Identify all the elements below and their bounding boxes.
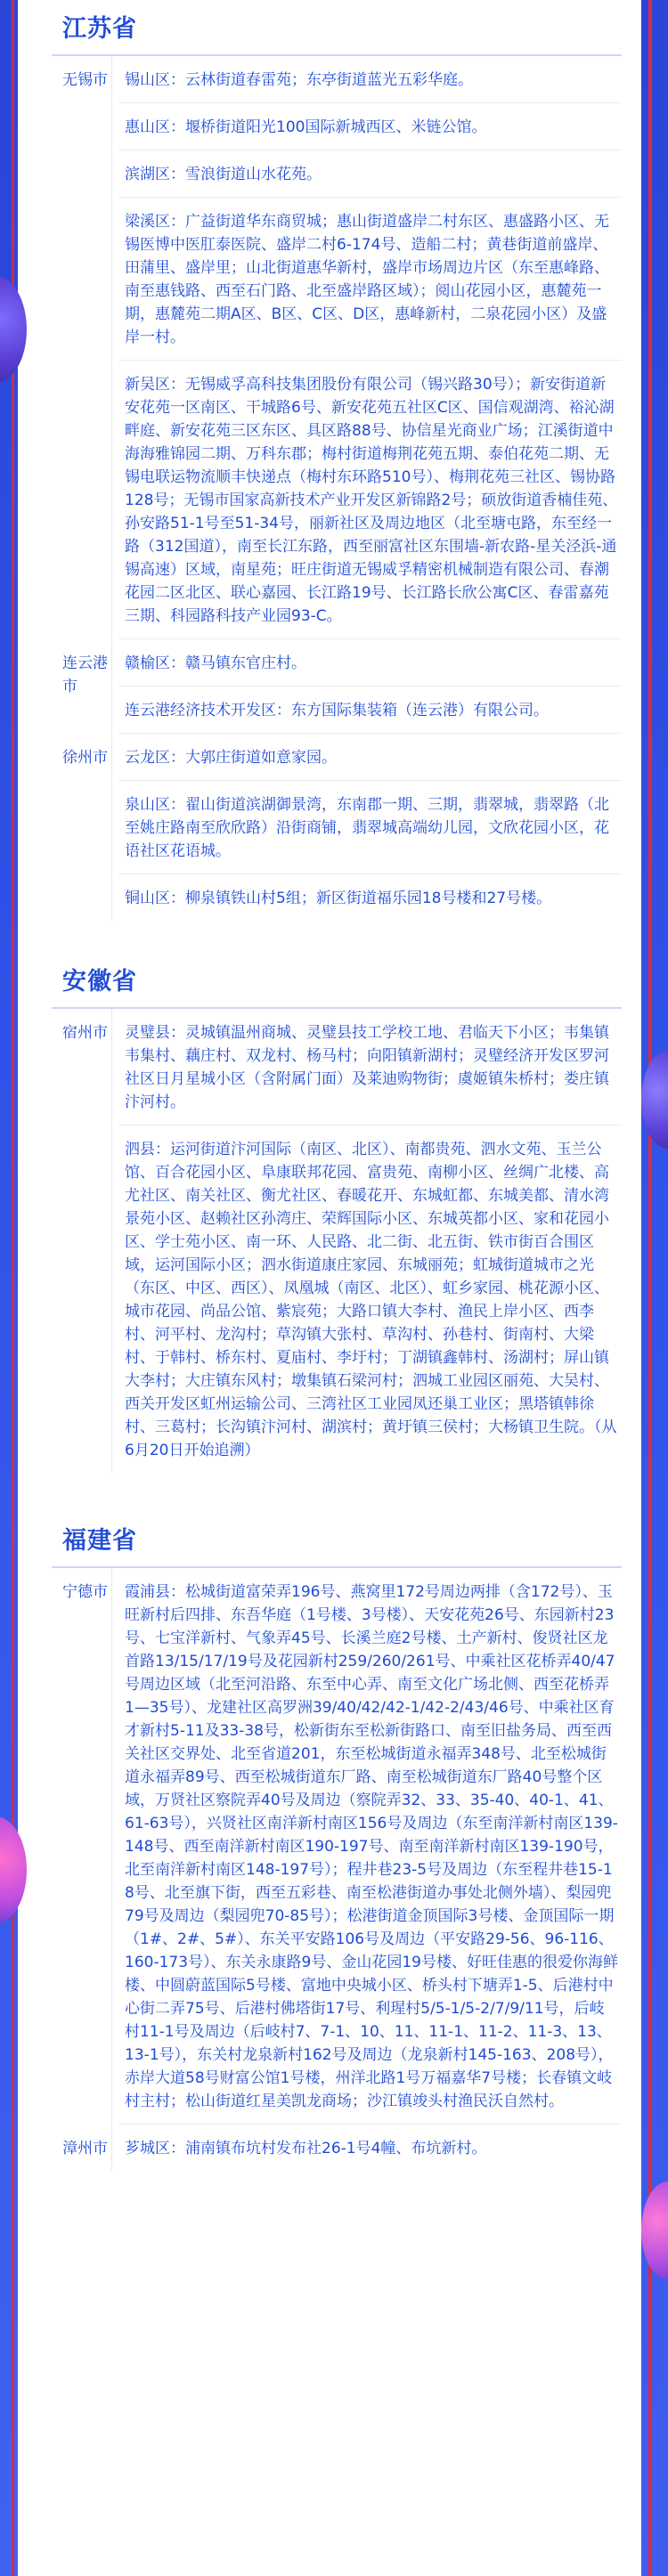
city-name: 连云港市 xyxy=(52,639,112,734)
district-item: 梁溪区：广益街道华东商贸城；惠山街道盛岸二村东区、惠盛路小区、无锡医博中医肛泰医院、盛岸二村6-174号、造船二村；黄巷街道前盛岸、田蒲里、盛岸里；山北街道惠华新村，盛岸市场周边片区（东至惠峰路、南至惠钱路、西至石门路、北至盛岸路区域）；阅山花园小区，惠麓苑一期，惠麓苑二期A区、B区、C区、D区，惠峰新村，二泉花园小区）及盛岸一村。 xyxy=(119,198,622,361)
city-row-ningde xyxy=(52,1568,622,2125)
city-name: 漳州市 xyxy=(52,2125,112,2171)
left-frame-bar xyxy=(0,0,18,2576)
district-item: 泉山区：翟山街道滨湖御景湾，东南郡一期、三期，翡翠城，翡翠路（北至姚庄路南至欣欣路）沿街商铺，翡翠城高端幼儿园，文欣花园小区，花语社区花语城。 xyxy=(119,781,622,874)
district-item: 新吴区：无锡威孚高科技集团股份有限公司（锡兴路30号）；新安街道新安花苑一区南区、干城路6号、新安花苑五社区C区、国信观湖湾、裕沁湖畔庭、新安花苑三区东区、具区路88号、协信星光商业广场；江溪街道中海海雅锦园二期、万科东郡；梅村街道梅荆花苑五期、泰伯花苑二期、无锡电联运物流顺丰快递点（梅村东环路510号）、梅荆花苑三社区、锡协路128号；无锡市国家高新技术产业开发区新锦路2号；硕放街道香楠佳苑、孙安路51-1号至51-34号，丽新社区及周边地区（北至塘屯路，东至经一路（312国道），南至长江东路，西至丽富社区东围墙-新农路-星关泾浜-通锡高速）区域，南星苑；旺庄街道无锡威孚精密机械制造有限公司、春潮花园二区北区、联心嘉园、长江路19号、长江路长欣公寓C区、春雷嘉苑三期、科园路科技产业园93-C。 xyxy=(119,361,622,639)
risk-area-list xyxy=(52,0,622,2171)
city-name: 宿州市 xyxy=(52,1009,112,1473)
decorative-bubble xyxy=(0,276,27,383)
city-row-xuzhou xyxy=(52,734,622,921)
district-list xyxy=(112,56,622,639)
city-name: 徐州市 xyxy=(52,734,112,921)
province-title: 安徽省 xyxy=(52,956,622,1009)
district-item: 泗县：运河街道汴河国际（南区、北区）、南都贵苑、泗水文苑、玉兰公馆、百合花园小区、阜康联邦花园、富贵苑、南柳小区、丝绸广北楼、高尤社区、南关社区、衡尤社区、春暖花开、东城虹都、东城美都、清水湾景苑小区、赵赖社区孙湾庄、荣辉国际小区、东城英都小区、家和花园小区、学士苑小区、南一环、人民路、北二街、北五街、铁市街百合围区域，运河国际小区；泗水街道康庄家园、东城丽苑；虹城街道城市之光（东区、中区、西区）、凤凰城（南区、北区）、虹乡家园、桃花源小区、城市花园、尚品公馆、紫宸苑；大路口镇大李村、渔民上岸小区、西李村、河平村、龙沟村；草沟镇大张村、草沟村、孙巷村、街南村、大梁村、于韩村、桥东村、夏庙村、李圩村；丁湖镇鑫韩村、汤湖村；屏山镇大李村；大庄镇东风村；墩集镇石梁河村；泗城工业园区丽苑、大吴村、西关开发区虹州运输公司、三湾社区工业园凤还巢工业区；黑塔镇韩徐村、三葛村；长沟镇汴河村、湖滨村；黄圩镇三侯村；大杨镇卫生院。（从6月20日开始追溯） xyxy=(125,1141,617,1459)
district-item: 连云港经济技术开发区：东方国际集装箱（连云港）有限公司。 xyxy=(119,687,622,734)
city-row-zhangzhou xyxy=(52,2125,622,2171)
district-item: 芗城区：浦南镇布坑村发布社26-1号4幢、布坑新村。 xyxy=(125,2140,487,2158)
district-list xyxy=(112,2125,622,2171)
province-title: 福建省 xyxy=(52,1516,622,1568)
district-item: 滨湖区：雪浪街道山水花苑。 xyxy=(119,150,622,198)
province-section-anhui xyxy=(52,921,622,1473)
district-list xyxy=(112,734,622,921)
district-list xyxy=(112,639,622,734)
province-section-jiangsu xyxy=(52,0,622,921)
left-red-line xyxy=(12,0,14,2576)
district-item: 赣榆区：赣马镇东官庄村。 xyxy=(119,639,622,687)
district-item: 锡山区：云林街道春雷苑；东亭街道蓝光五彩华庭。 xyxy=(119,56,622,103)
district-list xyxy=(112,1568,622,2125)
district-item: 惠山区：堰桥街道阳光100国际新城西区、米链公馆。 xyxy=(119,103,622,150)
district-item: 霞浦县：松城街道富荣弄196号、燕窝里172号周边两排（含172号）、玉旺新村后四排、东吾华庭（1号楼、3号楼）、天安花苑26号、东园新村23号、七宝洋新村、气象弄45号、长溪兰庭2号楼、土产新村、俊贤社区龙首路13/15/17/19号及花园新村259/260/261号、中乘社区花桥弄40/47号周边区域（北至河沿路、东至中心弄、南至文化广场北侧、西至花桥弄1—35号）、龙建社区高罗洲39/40/42/42-1/42-2/43/46号、中乘社区育才新村5-11及33-38号，松新街东至松新街路口、南至旧盐务局、西至西关社区交界处、北至省道201，东至松城街道永福弄348号、北至松城街道永福弄89号、西至松城街道东厂路、南至松城街道东厂路40号整个区域，万贤社区察院弄40号及周边（察院弄32、33、35-40、40-1、41、61-63号），兴贤社区南洋新村南区156号及周边（东至南洋新村南区139-148号、西至南洋新村南区190-197号、南至南洋新村南区139-190号，北至南洋新村南区148-197号）；程井巷23-5号及周边（东至程井巷15-18号、北至旗下街，西至五彩巷、南至松港街道办事处北侧外墙）、梨园兜79号及周边（梨园兜70-85号）；松港街道金顶国际3号楼、金顶国际一期（1#、2#、5#）、东关平安路106号及周边（平安路29-56、96-116、160-173号）、东关永康路9号、金山花园19号楼、好旺佳惠的很爱你海鲜楼、中圆蔚蓝国际5号楼、富地中央城小区、桥头村下塘弄1-5、后港村中心街二弄75号、后港村佛塔街17号、利瑆村5/5-1/5-2/7/9/11号，后岐村11-1号及周边（后岐村7、7-1、10、11、11-1、11-2、11-3、13、13-1号），东关村龙泉新村162号及周边（龙泉新村145-163、208号），赤岸大道58号财富公馆1号楼，州洋北路1号万福嘉华7号楼；长春镇文岐村主村；松山街道红星美凯龙商场；沙江镇竣头村渔民沃自然村。 xyxy=(119,1568,622,2125)
city-row-wuxi xyxy=(52,56,622,639)
district-item: 铜山区：柳泉镇铁山村5组；新区街道福乐园18号楼和27号楼。 xyxy=(125,890,552,907)
city-row-suzhou xyxy=(52,1009,622,1473)
district-item: 灵璧县：灵城镇温州商城、灵璧县技工学校工地、君临天下小区；韦集镇韦集村、藕庄村、双龙村、杨马村；向阳镇新湖村；灵璧经济开发区罗河社区日月星城小区（含附属门面）及莱迪购物街；虞姬镇朱桥村；娄庄镇汴河村。 xyxy=(119,1009,622,1125)
city-row-lianyungang xyxy=(52,639,622,734)
province-section-fujian xyxy=(52,1473,622,2171)
right-red-line xyxy=(648,0,652,2576)
district-item: 云龙区：大郭庄街道如意家园。 xyxy=(119,734,622,781)
province-title: 江苏省 xyxy=(52,4,622,56)
city-name: 无锡市 xyxy=(52,56,112,639)
district-list xyxy=(112,1009,622,1473)
decorative-bubble xyxy=(0,1816,27,1923)
city-name: 宁德市 xyxy=(52,1568,112,2125)
